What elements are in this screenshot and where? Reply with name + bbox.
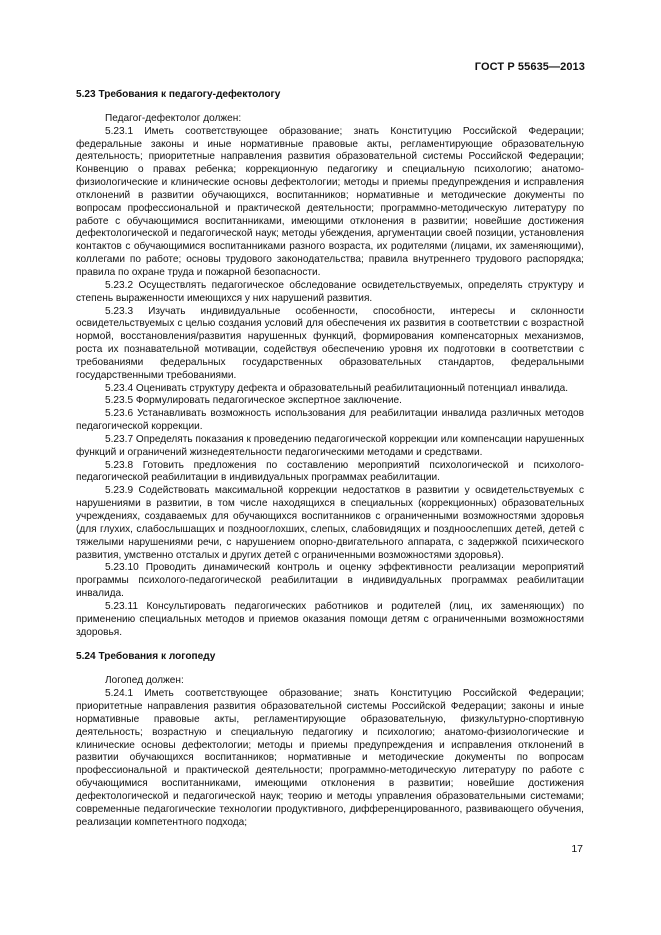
section-speech-therapist	[76, 651, 584, 829]
section-defectologist	[76, 89, 584, 639]
section-intro: Логопед должен:	[105, 675, 184, 687]
paragraph: 5.23.5 Формулировать педагогическое экспертное заключение.	[105, 395, 402, 407]
paragraph: 5.23.9 Содействовать максимальной коррекции недостатков в развитии у освидетельствуемых с нарушениями в развитии, в том числе находящихся в специальных (коррекционных) образовательных учреждениях, создаваемых для обучающихся воспитанников с ограниченными возможностями здоровья (для глухих, слабослышащих и позднооглохших, слепых, слабовидящих и поздноослепших детей, детей с тяжелыми нарушениями речи, с нарушением опорно-двигательного аппарата, с задержкой психического развития, умственно отсталых и других детей с ограниченными возможностями здоровья).	[76, 485, 584, 561]
paragraph: 5.24.1 Иметь соответствующее образование; знать Конституцию Российской Федерации; приоритетные направления развития образовательной системы Российской Федерации; законы и иные нормативные правовые акты, регламентирующие образовательную, физкультурно-спортивную деятельность; возрастную и специальную педагогику и психологию; анатомо-физиологические и клинические основы дефектологии; методы и приемы предупреждения и исправления отклонений в развитии обучающихся воспитанников; нормативные и методические документы по вопросам профессиональной и практической деятельности; программно-методическую литературу по работе с обучающимися воспитанниками, имеющими отклонения в развитии; новейшие достижения дефектологической и педагогической наук; теорию и методы управления образовательными системами; современные педагогические технологии продуктивного, дифференцированного, развивающего обучения, реализации компетентного подхода;	[76, 688, 584, 828]
document-code: ГОСТ Р 55635—2013	[474, 61, 585, 73]
section-intro: Педагог-дефектолог должен:	[105, 112, 242, 124]
paragraph: 5.23.8 Готовить предложения по составлению мероприятий психологической и психолого-педагогической реабилитации в индивидуальных программах реабилитации.	[76, 459, 584, 484]
paragraph: 5.23.1 Иметь соответствующее образование; знать Конституцию Российской Федерации; федеральные законы и иные нормативные правовые акты, регламентирующие образовательную деятельность; приоритетные направления развития образовательной системы Российской Федерации; Конвенцию о правах ребенка; коррекционную педагогику и специальную психологию; анатомо-физиологические и клинические основы дефектологии; методы и приемы предупреждения и исправления отклонений в развитии обучающихся, воспитанников; нормативные и методические документы по вопросам профессиональной и практической деятельности; программно-методическую литературу по работе с обучающимися воспитанниками, имеющими отклонения в развитии; новейшие достижения дефектологической и педагогической наук; методы убеждения, аргументации своей позиции, установления контактов с обучающимися воспитанниками разного возраста, их родителями (лицами, их заменяющими), коллегами по работе; основы трудового законодательства; правила внутреннего трудового распорядка; правила по охране труда и пожарной безопасности.	[76, 125, 584, 278]
paragraph: 5.23.11 Консультировать педагогических работников и родителей (лиц, их заменяющих) по применению специальных методов и приемов оказания помощи детям с ограниченными возможностями здоровья.	[76, 600, 584, 638]
paragraph: 5.23.2 Осуществлять педагогическое обследование освидетельствуемых, определять структуру и степень выраженности имеющихся у них нарушений развития.	[76, 279, 584, 304]
paragraph: 5.23.7 Определять показания к проведению педагогической коррекции или компенсации нарушенных функций и ограничений жизнедеятельности педагогическими методами и средствами.	[76, 433, 584, 458]
paragraph: 5.23.10 Проводить динамический контроль и оценку эффективности реализации мероприятий программы психолого-педагогической реабилитации в индивидуальных программах реабилитации инвалида.	[76, 562, 584, 600]
page-number: 17	[571, 843, 583, 855]
section-heading: 5.23 Требования к педагогу-дефектологу	[76, 89, 281, 100]
paragraph: 5.23.3 Изучать индивидуальные особенности, способности, интересы и склонности освидетельствуемых с целью создания условий для обеспечения их развития в соответствии с возрастной нормой, восстановления/развития нарушенных функций, формирования компенсаторных механизмов, роста их познавательной мотивации, содействуя обеспечению уровня их подготовки в соответствии с требованиями федеральных государственных образовательных стандартов, федеральными государственными требованиями.	[76, 305, 584, 381]
paragraph: 5.23.6 Устанавливать возможность использования для реабилитации инвалида различных методов педагогической коррекции.	[76, 408, 584, 433]
paragraph: 5.23.4 Оценивать структуру дефекта и образовательный реабилитационный потенциал инвалида.	[105, 382, 569, 394]
section-heading: 5.24 Требования к логопеду	[76, 651, 216, 663]
document-body	[76, 89, 584, 829]
